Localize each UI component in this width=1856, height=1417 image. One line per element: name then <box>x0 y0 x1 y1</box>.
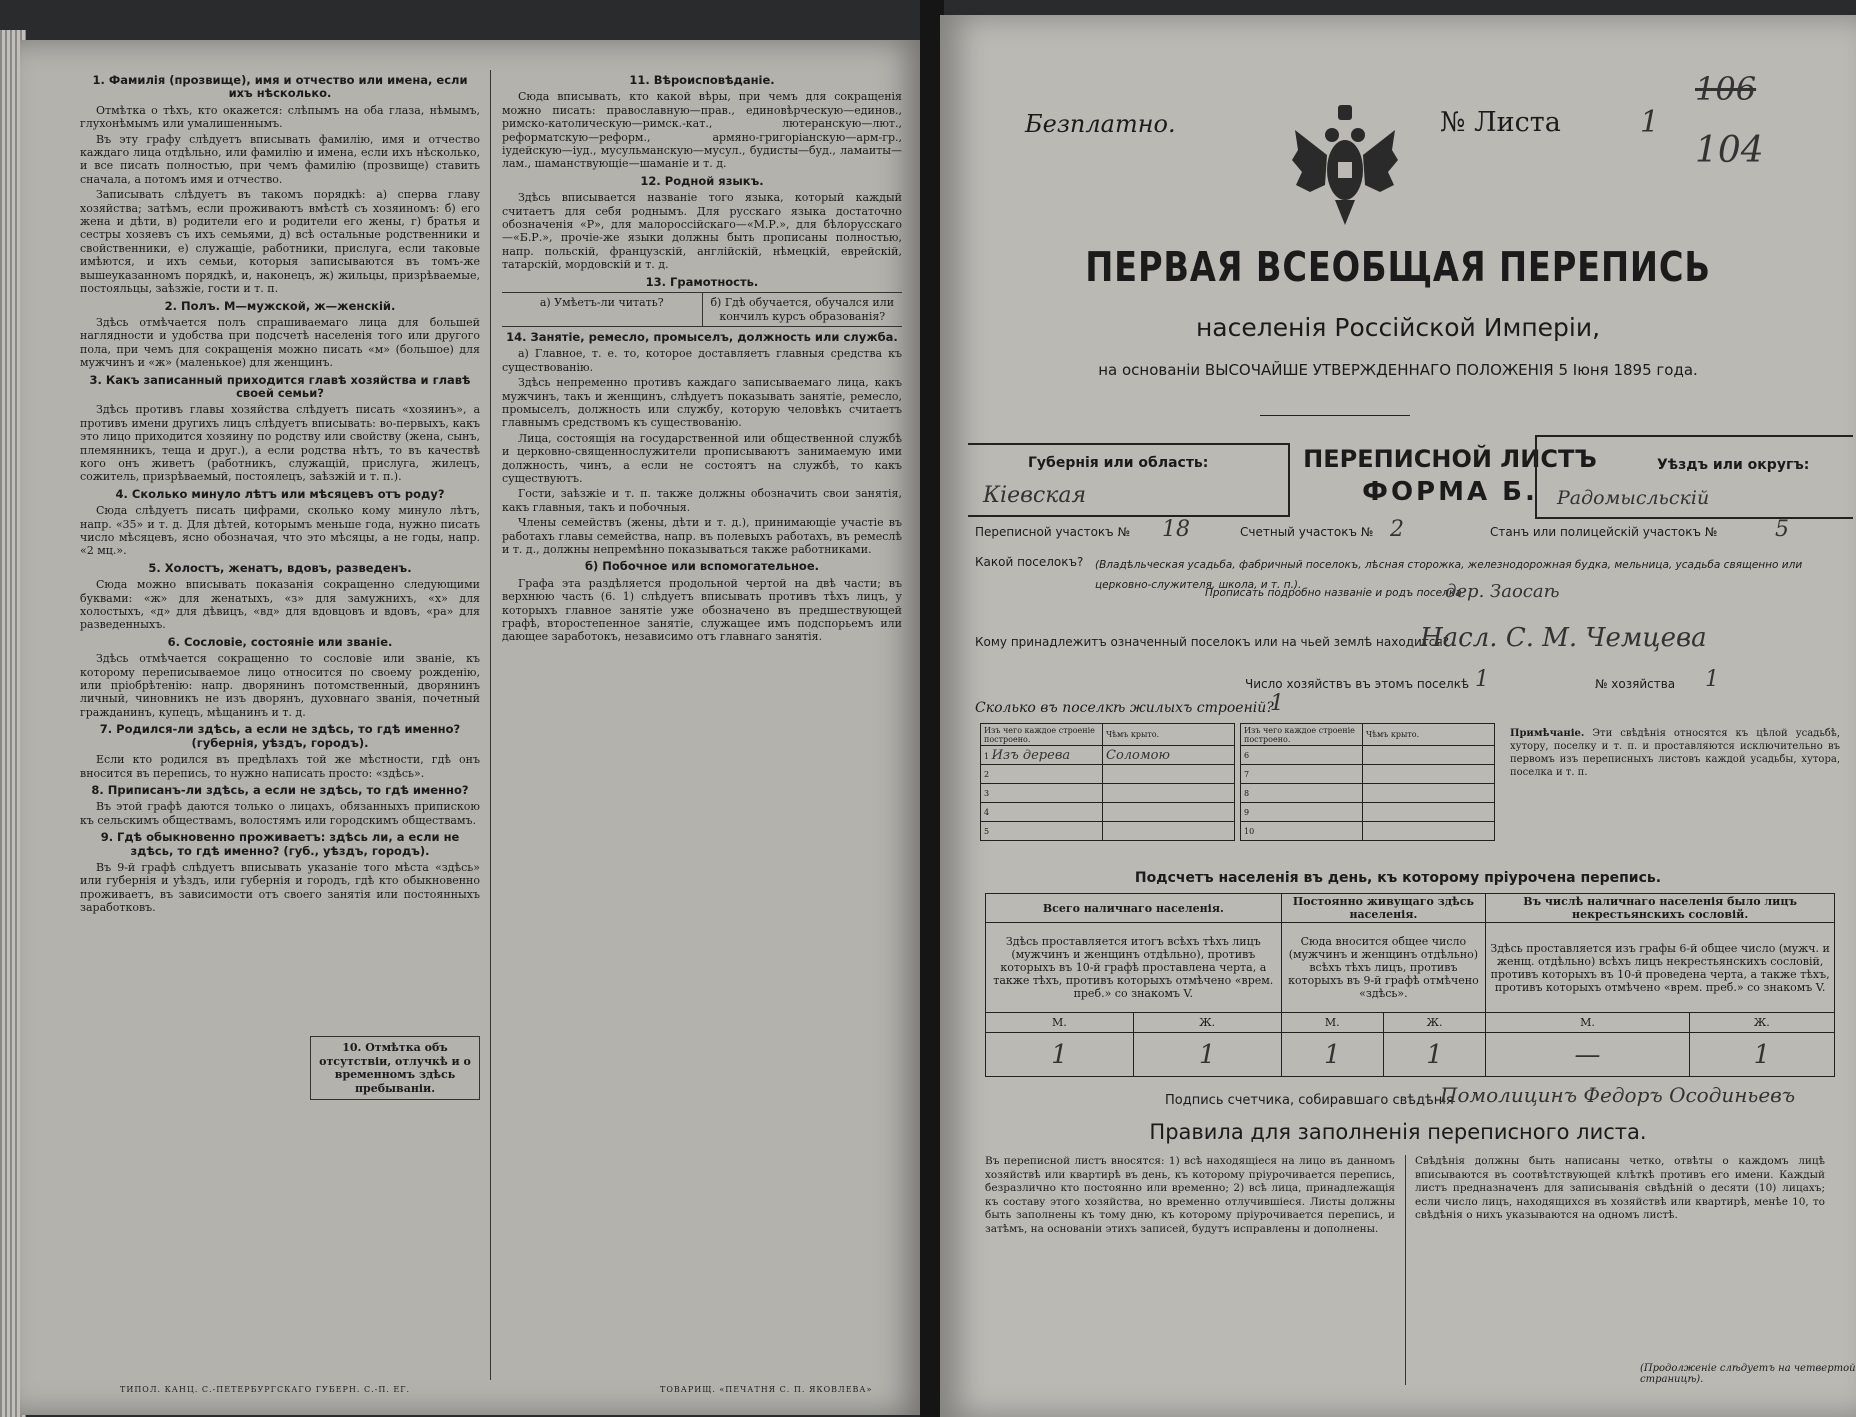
col-zh: Ж. <box>1383 1013 1485 1033</box>
form-title: ПЕРЕПИСНОЙ ЛИСТЪ <box>1303 445 1597 473</box>
note-block <box>1510 727 1840 779</box>
section-heading: 1. Фамилія (прозвище), имя и отчество или имена, если ихъ нѣсколько. <box>92 73 468 101</box>
province-value: Кіевская <box>983 483 1087 508</box>
section-paragraph: Здѣсь отмѣчается сокращенно то сословіе или званіе, къ которому переписываемое лицо относится по своему рожденію, или пріобрѣтенію: напр. дворянинъ потомственный, дворянинъ личный, чиновникъ не изъ дворянъ, духовнаго званія, почетный гражданинъ, купецъ, мѣщанинъ и т. д. <box>80 652 480 719</box>
census-section-value: 18 <box>1162 517 1190 542</box>
section-heading: 12. Родной языкъ. <box>640 173 764 188</box>
province-box <box>968 443 1290 517</box>
archive-number: 104 <box>1695 130 1764 171</box>
count-col-permanent-desc: Сюда вносится общее число (мужчинъ и женщинъ отдѣльно) всѣхъ тѣхъ лицъ, противъ которыхъ въ 9-й графѣ отмѣчено «здѣсь». <box>1281 923 1486 1013</box>
total-zh-value: 1 <box>1133 1033 1281 1077</box>
left-page-instructions <box>20 40 925 1415</box>
household-number-value: 1 <box>1705 667 1719 692</box>
rules-divider <box>1405 1155 1406 1385</box>
section-paragraph: Если кто родился въ предѣлахъ той же мѣстности, гдѣ онъ вносится въ перепись, то нужно написать просто: «здѣсь». <box>80 753 480 780</box>
section-paragraph: Отмѣтка о тѣхъ, кто окажется: слѣпымъ на оба глаза, нѣмымъ, глухонѣмымъ или умалишеннымъ. <box>80 103 480 131</box>
material-header: Изъ чего каждое строеніе построено. <box>981 724 1103 746</box>
permanent-zh-value: 1 <box>1383 1033 1485 1077</box>
col-m: М. <box>986 1013 1134 1033</box>
buildings-table-right: Изъ чего каждое строеніе построено. Чѣмъ крыто. 6 7 8 9 10 <box>1240 723 1495 841</box>
noncrest-zh-value: 1 <box>1689 1033 1834 1077</box>
settlement-value: дер. Заосаѣ <box>1445 581 1560 602</box>
section-paragraph: Здѣсь противъ главы хозяйства слѣдуетъ писать «хозяинъ», а противъ имени другихъ лицъ слѣдуетъ вписывать: во-первыхъ, какъ это лицо приходится хозяину по родству или свойству (жена, сынъ, племянникъ, теща и друг.), а если родства нѣтъ, то въ качествѣ кого онъ живетъ (работникъ, служащій, прислуга, жилецъ, сожитель, призрѣваемый, постоялецъ, заѣзжій и т. п.). <box>80 403 480 484</box>
signature-value: Помолицинъ Федоръ Осодиньевъ <box>1440 1083 1796 1107</box>
continued-note: (Продолженіе слѣдуетъ на четвертой страницѣ). <box>1640 1363 1856 1385</box>
building-row: 7 <box>1241 765 1495 784</box>
section-heading: 8. Приписанъ-ли здѣсь, а если не здѣсь, то гдѣ именно? <box>91 782 469 797</box>
right-page-census-form <box>940 15 1856 1417</box>
total-m-value: 1 <box>986 1033 1134 1077</box>
household-number-label: № хозяйства <box>1595 677 1676 691</box>
instructions-column-1 <box>80 70 480 1360</box>
section-paragraph: Графа эта раздѣляется продольной чертой на двѣ части; въ верхнюю часть (6. 1) слѣдуетъ вписывать противъ тѣхъ лицъ, у которыхъ главное занятіе уже обозначено въ предшествующей графѣ, второстепенное занятіе, служащее имъ подспорьемъ или дающее заработокъ, независимо отъ главнаго занятія. <box>502 576 902 644</box>
section-heading: 5. Холостъ, женатъ, вдовъ, разведенъ. <box>148 560 412 575</box>
district-label: Уѣздъ или округъ: <box>1657 457 1810 473</box>
literacy-questions <box>502 292 902 327</box>
section-heading: 9. Гдѣ обыкновенно проживаетъ: здѣсь ли, а если не здѣсь, то гдѣ именно? (губ., уѣздъ, городъ). <box>100 830 460 858</box>
section-10-box: 10. Отмѣтка объ отсутствіи, отлучкѣ и о временномъ здѣсь пребываніи. <box>310 1036 480 1100</box>
literacy-q2: б) Гдѣ обучается, обучался или кончилъ курсъ образованія? <box>710 296 895 323</box>
imperial-eagle-emblem <box>1290 100 1400 230</box>
column-divider <box>490 70 491 1380</box>
col-zh: Ж. <box>1133 1013 1281 1033</box>
buildings-label: Сколько въ поселкѣ жилыхъ строеній? <box>975 700 1274 716</box>
section-paragraph: Сюда слѣдуетъ писать цифрами, сколько кому минуло лѣтъ, напр. «35» и т. д. Для дѣтей, которымъ меньше года, нужно писать число мѣсяцевъ, ясно обозначая, что это мѣсяцы, а не годы, напр. «2 мц.». <box>80 504 480 558</box>
settlement-label: Какой поселокъ? <box>975 555 1084 569</box>
households-value: 1 <box>1475 667 1489 692</box>
stan-label: Станъ или полицейскій участокъ № <box>1490 525 1718 539</box>
settlement-instruction: Прописать подробно названіе и родъ поселка <box>1205 587 1462 599</box>
sheet-number-label: № Листа <box>1440 107 1561 138</box>
building-row: 4 <box>981 803 1235 822</box>
district-box <box>1535 435 1853 519</box>
building-row: 1 Изъ дерева Соломою <box>981 746 1235 765</box>
owner-value: Насл. С. М. Чемцева <box>1420 623 1707 653</box>
rules-title: Правила для заполненія переписного листа. <box>1149 1120 1647 1144</box>
roof-header: Чѣмъ крыто. <box>1103 724 1235 746</box>
section-paragraph: Здѣсь отмѣчается полъ спрашиваемаго лица для большей наглядности и удобства при подсчетѣ населенія того или другого пола, при чемъ для сокращенія можно писать «м» (большое) для мужчинъ и «ж» (маленькое) для женщинъ. <box>80 315 480 370</box>
section-paragraph: а) Главное, т. е. то, которое доставляетъ главныя средства къ существованію. <box>502 347 902 374</box>
sheet-number-value: 1 <box>1640 105 1660 140</box>
building-row: 9 <box>1241 803 1495 822</box>
note-text: Эти свѣдѣнія относятся къ цѣлой усадьбѣ, хутору, поселку и т. п. и проставляются исключительно въ первомъ изъ переписныхъ листовъ каждой усадьбы, хутора, поселка и т. п. <box>1510 728 1841 778</box>
buildings-table-left <box>980 723 1235 841</box>
count-col-total-head: Всего наличнаго населенія. <box>986 894 1282 923</box>
building-row: 10 <box>1241 822 1495 841</box>
rules-left: Въ переписной листъ вносятся: 1) всѣ находящіеся на лицо въ данномъ хозяйствѣ или квартирѣ въ день, къ которому пріурочивается перепись, безразлично кто постоянно или временно; 2) всѣ лица, принадлежащія къ составу этого хозяйства, но временно отлучившіеся. Листы должны быть заполнены къ тому дню, къ которому пріурочивается перепись, и затѣмъ, на основаніи этихъ записей, будутъ исправлены и дополнены. <box>985 1155 1395 1235</box>
section-paragraph: Въ 9-й графѣ слѣдуетъ вписывать указаніе того мѣста «здѣсь» или губернія и уѣздъ, или губернія и городъ, гдѣ кто обыкновенно проживаетъ, въ зависимости отъ своего занятія или постоянныхъ заработковъ. <box>80 860 480 915</box>
stan-value: 5 <box>1775 517 1789 542</box>
signature-label: Подпись счетчика, собиравшаго свѣдѣнія <box>1165 1093 1454 1108</box>
population-count-table <box>985 893 1835 1077</box>
section-heading: б) Побочное или вспомогательное. <box>584 559 819 574</box>
section-heading: 7. Родился-ли здѣсь, а если не здѣсь, то гдѣ именно? (губернія, уѣздъ, городъ). <box>99 722 461 750</box>
section-paragraph: Записывать слѣдуетъ въ такомъ порядкѣ: а) сперва главу хозяйства; затѣмъ, если проживаютъ вмѣстѣ съ хозяиномъ: б) его жена и дѣти, в) родители его и родители его жены, г) братья и сестры хозяевъ съ ихъ семьями, д) всѣ остальные родственники и свойственники, е) служащіе, работники, прислуга, если таковые имѣются, и ихъ семьи, которыя записываются въ томъ-же вышеуказанномъ порядкѣ, и, наконецъ, ж) жильцы, призрѣваемые, постояльцы, заѣзжіе, гости и т. п. <box>80 188 480 296</box>
free-label: Безплатно. <box>1025 110 1176 138</box>
settlement-hint: (Владѣльческая усадьба, фабричный поселокъ, лѣсная сторожка, железнодорожная будка, мельница, усадьба священно или церковно-служителя, школа, и т. п.). <box>1095 559 1803 591</box>
section-paragraph: Сюда вписывать, кто какой вѣры, при чемъ для сокращенія можно писать: православную—прав., единовѣрческую—единов., римско-католическую—римск.-кат., лютеранскую—лют., реформатскую—реформ., армяно-григоріанскую—арм-гр., іудейскую—іуд., мусульманскую—мусул., будисты—буд., ламаиты—лам., шаманствующіе—шаманіе и т. д. <box>502 90 902 171</box>
building-row: 3 <box>981 784 1235 803</box>
section-heading: 13. Грамотность. <box>645 274 759 289</box>
section-heading: 3. Какъ записанный приходится главѣ хозяйства и главѣ своей семьи? <box>89 372 471 400</box>
col-m: М. <box>1486 1013 1690 1033</box>
building-row: 6 <box>1241 746 1495 765</box>
rules-right: Свѣдѣнія должны быть написаны четко, отвѣты о каждомъ лицѣ вписываются въ соотвѣтствующей клѣткѣ противъ его имени. Каждый листъ предназначенъ для записыванія свѣдѣній о десяти (10) лицахъ; если число лицъ, находящихся въ хозяйствѣ или квартирѣ, менѣе 10, то свѣдѣнія о нихъ указываются на одномъ листѣ. <box>1415 1155 1825 1221</box>
section-heading: 11. Вѣроисповѣданіе. <box>629 73 775 87</box>
count-section-label: Счетный участокъ № <box>1240 525 1374 539</box>
households-label: Число хозяйствъ въ этомъ поселкѣ <box>1245 677 1470 691</box>
col-m: М. <box>1281 1013 1383 1033</box>
district-value: Радомысльскій <box>1557 487 1710 509</box>
census-basis: на основаніи ВЫСОЧАЙШЕ УТВЕРЖДЕННАГО ПОЛОЖЕНІЯ 5 Іюня 1895 года. <box>1098 361 1698 379</box>
note-title: Примѣчаніе. <box>1510 728 1585 739</box>
section-heading: 14. Занятіе, ремесло, промыселъ, должность или служба. <box>506 329 898 344</box>
count-section-value: 2 <box>1390 517 1404 542</box>
building-row: 8 <box>1241 784 1495 803</box>
section-heading: 2. Полъ. М—мужской, ж—женскій. <box>164 298 396 313</box>
noncrest-m-value: — <box>1486 1033 1690 1077</box>
count-col-noncrest-head: Въ числѣ наличнаго населенія было лицъ некрестьянскихъ сословій. <box>1486 894 1835 923</box>
section-paragraph: Здѣсь непременно противъ каждаго записываемаго лица, какъ мужчинъ, такъ и женщинъ, слѣдуетъ показывать занятіе, ремесло, промыселъ, должность или службу, которую человѣкъ считаетъ главнымъ средствомъ къ существованію. <box>502 376 902 430</box>
building-row: 2 <box>981 765 1235 784</box>
building-row: 5 <box>981 822 1235 841</box>
census-section-label: Переписной участокъ № <box>975 525 1130 539</box>
section-heading: 4. Сколько минуло лѣтъ или мѣсяцевъ отъ роду? <box>115 486 445 501</box>
section-paragraph: Члены семействъ (жены, дѣти и т. д.), принимающіе участіе въ работахъ главы семейства, напр. въ полевыхъ работахъ, въ ремеслѣ и т. д., должны непремѣнно показываться также работниками. <box>502 516 902 556</box>
literacy-q1: а) Умѣетъ-ли читать? <box>502 293 703 326</box>
archive-number-crossed: 106 <box>1695 70 1757 108</box>
section-paragraph: Сюда можно вписывать показанія сокращенно следующими буквами: «ж» для женатыхъ, «з» для замужнихъ, «х» для холостыхъ, «д» для дѣвицъ, «вд» для вдовцовъ и вдовъ, «ра» для разведенныхъ. <box>80 578 480 632</box>
owner-label: Кому принадлежитъ означенный поселокъ или на чьей землѣ находится? <box>975 635 1449 649</box>
count-col-noncrest-desc: Здѣсь проставляется изъ графы 6-й общее число (мужч. и женщ. отдѣльно) всѣхъ лицъ некрестьянскихъ сословій, противъ которыхъ въ 10-й проведена черта, а также тѣхъ, противъ которыхъ отмѣчено «врем. преб.» со знакомъ V. <box>1486 923 1835 1013</box>
census-subtitle: населенія Россійской Имперіи, <box>1195 313 1601 342</box>
section-paragraph: Гости, заѣзжіе и т. п. также должны обозначить свои занятія, какъ главныя, такъ и побочныя. <box>502 487 902 514</box>
right-footer-printer: ТОВАРИЩ. «ПЕЧАТНЯ С. П. ЯКОВЛЕВА» <box>660 1385 873 1394</box>
permanent-m-value: 1 <box>1281 1033 1383 1077</box>
section-paragraph: Лица, состоящія на государственной или общественной службѣ и церковно-священнослужители прописываютъ занимаемую ими должность, чинъ, а если не состоятъ на службѣ, то какъ существуютъ. <box>502 431 902 485</box>
title-rule <box>1260 415 1410 416</box>
form-name: ФОРМА Б. <box>1362 477 1538 507</box>
count-title: Подсчетъ населенія въ день, къ которому пріурочена перепись. <box>1134 870 1662 886</box>
section-heading: 6. Сословіе, состояніе или званіе. <box>167 634 393 649</box>
buildings-value: 1 <box>1270 691 1284 716</box>
section-paragraph: Въ этой графѣ даются только о лицахъ, обязанныхъ припискою къ сельскимъ обществамъ, волостямъ или городскимъ обществамъ. <box>80 800 480 827</box>
census-title: ПЕРВАЯ ВСЕОБЩАЯ ПЕРЕПИСЬ <box>1085 243 1711 291</box>
count-col-total-desc: Здѣсь проставляется итогъ всѣхъ тѣхъ лицъ (мужчинъ и женщинъ отдѣльно), противъ которыхъ въ 10-й графѣ проставлена черта, а также тѣхъ, противъ которыхъ отмѣчено «врем. преб.» со знакомъ V. <box>986 923 1282 1013</box>
section-paragraph: Въ эту графу слѣдуетъ вписывать фамилію, имя и отчество каждаго лица отдѣльно, или фамилію и имена, если ихъ нѣсколько, и все писать полностью, при чемъ фамилію (прозвище) ставить сначала, а потомъ имя и отчество. <box>80 132 480 186</box>
section-paragraph: Здѣсь вписывается названіе того языка, который каждый считаетъ для себя роднымъ. Для русскаго языка достаточно обозначенія «Р», для малороссійскаго—«М.Р.», для бѣлорусскаго—«Б.Р.», прочіе-же языки должны быть прописаны полностью, напр. польскій, французскій, англійскій, нѣмецкій, еврейскій, татарскій, мордовскій и т. д. <box>502 191 902 272</box>
instructions-column-2 <box>502 70 902 1360</box>
province-label: Губернія или область: <box>1028 455 1209 471</box>
left-footer-printer: ТИПОЛ. КАНЦ. С.-ПЕТЕРБУРГСКАГО ГУБЕРН. С.-П. ЕГ. <box>120 1385 411 1394</box>
col-zh: Ж. <box>1689 1013 1834 1033</box>
count-col-permanent-head: Постоянно живущаго здѣсь населенія. <box>1281 894 1486 923</box>
